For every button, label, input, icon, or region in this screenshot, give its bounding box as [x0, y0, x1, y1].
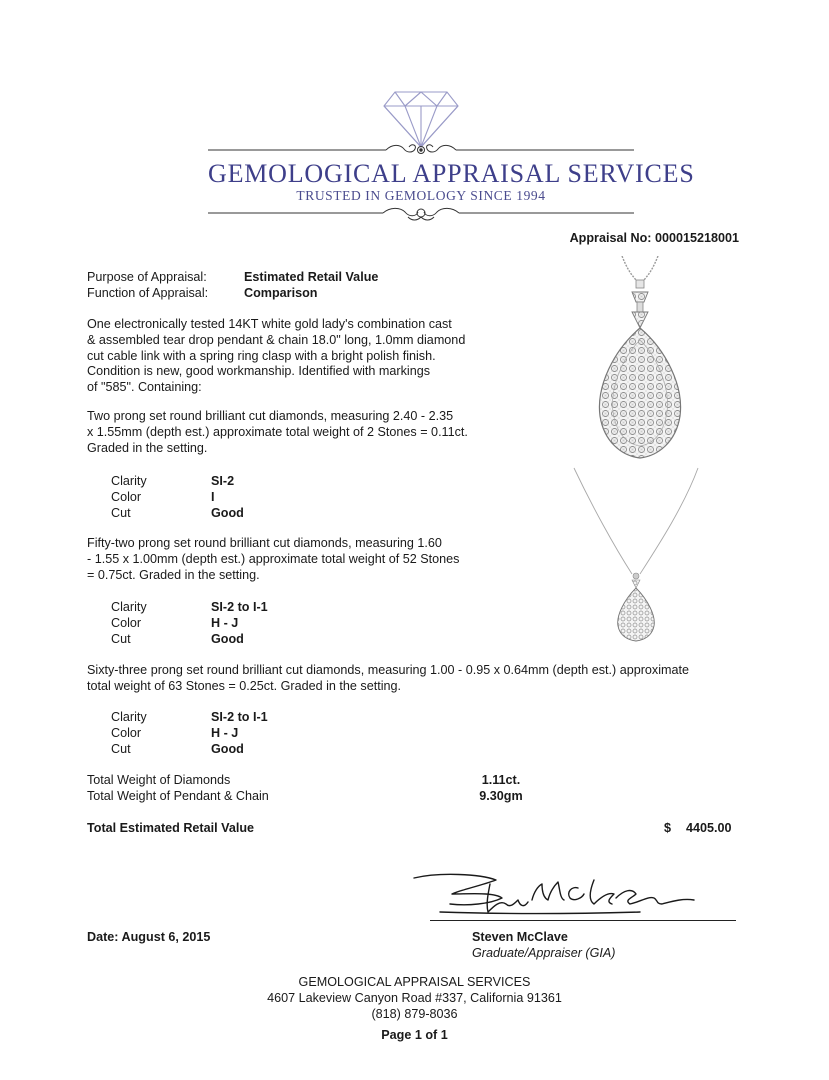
total-diamond-weight-value: 1.11ct.	[481, 773, 521, 787]
cut-value: Good	[211, 506, 244, 520]
retail-value-amount: 4405.00	[686, 821, 732, 835]
group-line: = 0.75ct. Graded in the setting.	[87, 567, 260, 582]
color-label: Color	[111, 616, 142, 630]
ornament-divider-top	[208, 142, 634, 158]
color-value: I	[211, 490, 215, 504]
footer-phone: (818) 879-8036	[371, 1007, 458, 1021]
purpose-value: Estimated Retail Value	[244, 270, 379, 284]
color-value: H - J	[211, 616, 239, 630]
clarity-label: Clarity	[111, 710, 147, 724]
group-line: Sixty-three prong set round brilliant cut diamonds, measuring 1.00 - 0.95 x 0.64mm (depth est.) approximate	[87, 663, 690, 677]
cut-value: Good	[211, 632, 244, 646]
purpose-label: Purpose of Appraisal:	[87, 270, 207, 284]
group-line: Graded in the setting.	[87, 440, 208, 455]
clarity-label: Clarity	[111, 600, 147, 614]
group-line: Two prong set round brilliant cut diamonds, measuring 2.40 - 2.35	[87, 409, 454, 423]
function-value: Comparison	[244, 286, 318, 300]
color-value: H - J	[211, 726, 239, 740]
footer-company: GEMOLOGICAL APPRAISAL SERVICES	[298, 975, 531, 989]
signature-line	[430, 920, 736, 921]
appraisal-number: Appraisal No: 000015218001	[569, 231, 739, 245]
group-line: total weight of 63 Stones = 0.25ct. Graded in the setting.	[87, 678, 401, 693]
color-label: Color	[111, 726, 142, 740]
group-line: Fifty-two prong set round brilliant cut diamonds, measuring 1.60	[87, 536, 442, 550]
diamond-group-1-text	[87, 409, 507, 456]
retail-value-label: Total Estimated Retail Value	[87, 821, 255, 835]
total-pendant-weight-label: Total Weight of Pendant & Chain	[87, 789, 269, 803]
brand-tagline: TRUSTED IN GEMOLOGY SINCE 1994	[296, 188, 546, 203]
function-label: Function of Appraisal:	[87, 286, 209, 300]
page-number: Page 1 of 1	[381, 1028, 448, 1042]
appraiser-name: Steven McClave	[472, 930, 568, 944]
description-line: & assembled tear drop pendant & chain 18.0" long, 1.0mm diamond	[87, 332, 466, 347]
clarity-value: SI-2	[211, 474, 235, 488]
group-line: - 1.55 x 1.00mm (depth est.) approximate total weight of 52 Stones	[87, 551, 460, 566]
clarity-label: Clarity	[111, 474, 147, 488]
total-diamond-weight-label: Total Weight of Diamonds	[87, 773, 231, 787]
diamond-group-2-text	[87, 536, 507, 583]
ornament-divider-bottom	[208, 203, 634, 223]
footer-address: 4607 Lakeview Canyon Road #337, California 91361	[267, 991, 562, 1005]
diamond-group-3-text	[87, 663, 747, 695]
description-line: Condition is new, good workmanship. Identified with markings	[87, 364, 431, 379]
appraisal-date: Date: August 6, 2015	[87, 930, 211, 944]
clarity-value: SI-2 to I-1	[211, 710, 268, 724]
cut-label: Cut	[111, 632, 131, 646]
appraiser-title: Graduate/Appraiser (GIA)	[472, 946, 616, 960]
diamond-logo-icon	[383, 90, 459, 148]
brand-title: GEMOLOGICAL APPRAISAL SERVICES	[208, 159, 695, 188]
clarity-value: SI-2 to I-1	[211, 600, 268, 614]
cut-label: Cut	[111, 506, 131, 520]
pendant-with-chain-image	[566, 466, 706, 644]
signature-image	[410, 864, 740, 924]
group-line: x 1.55mm (depth est.) approximate total weight of 2 Stones = 0.11ct.	[87, 424, 468, 439]
pendant-closeup-image	[592, 256, 688, 460]
color-label: Color	[111, 490, 142, 504]
cut-label: Cut	[111, 742, 131, 756]
currency-symbol: $	[664, 821, 672, 835]
description-line: One electronically tested 14KT white gold lady's combination cast	[87, 317, 452, 331]
item-description	[87, 317, 507, 396]
cut-value: Good	[211, 742, 244, 756]
total-pendant-weight-value: 9.30gm	[479, 789, 523, 803]
description-line: of "585". Containing:	[87, 380, 202, 395]
description-line: cut cable link with a spring ring clasp with a bright polish finish.	[87, 348, 436, 363]
